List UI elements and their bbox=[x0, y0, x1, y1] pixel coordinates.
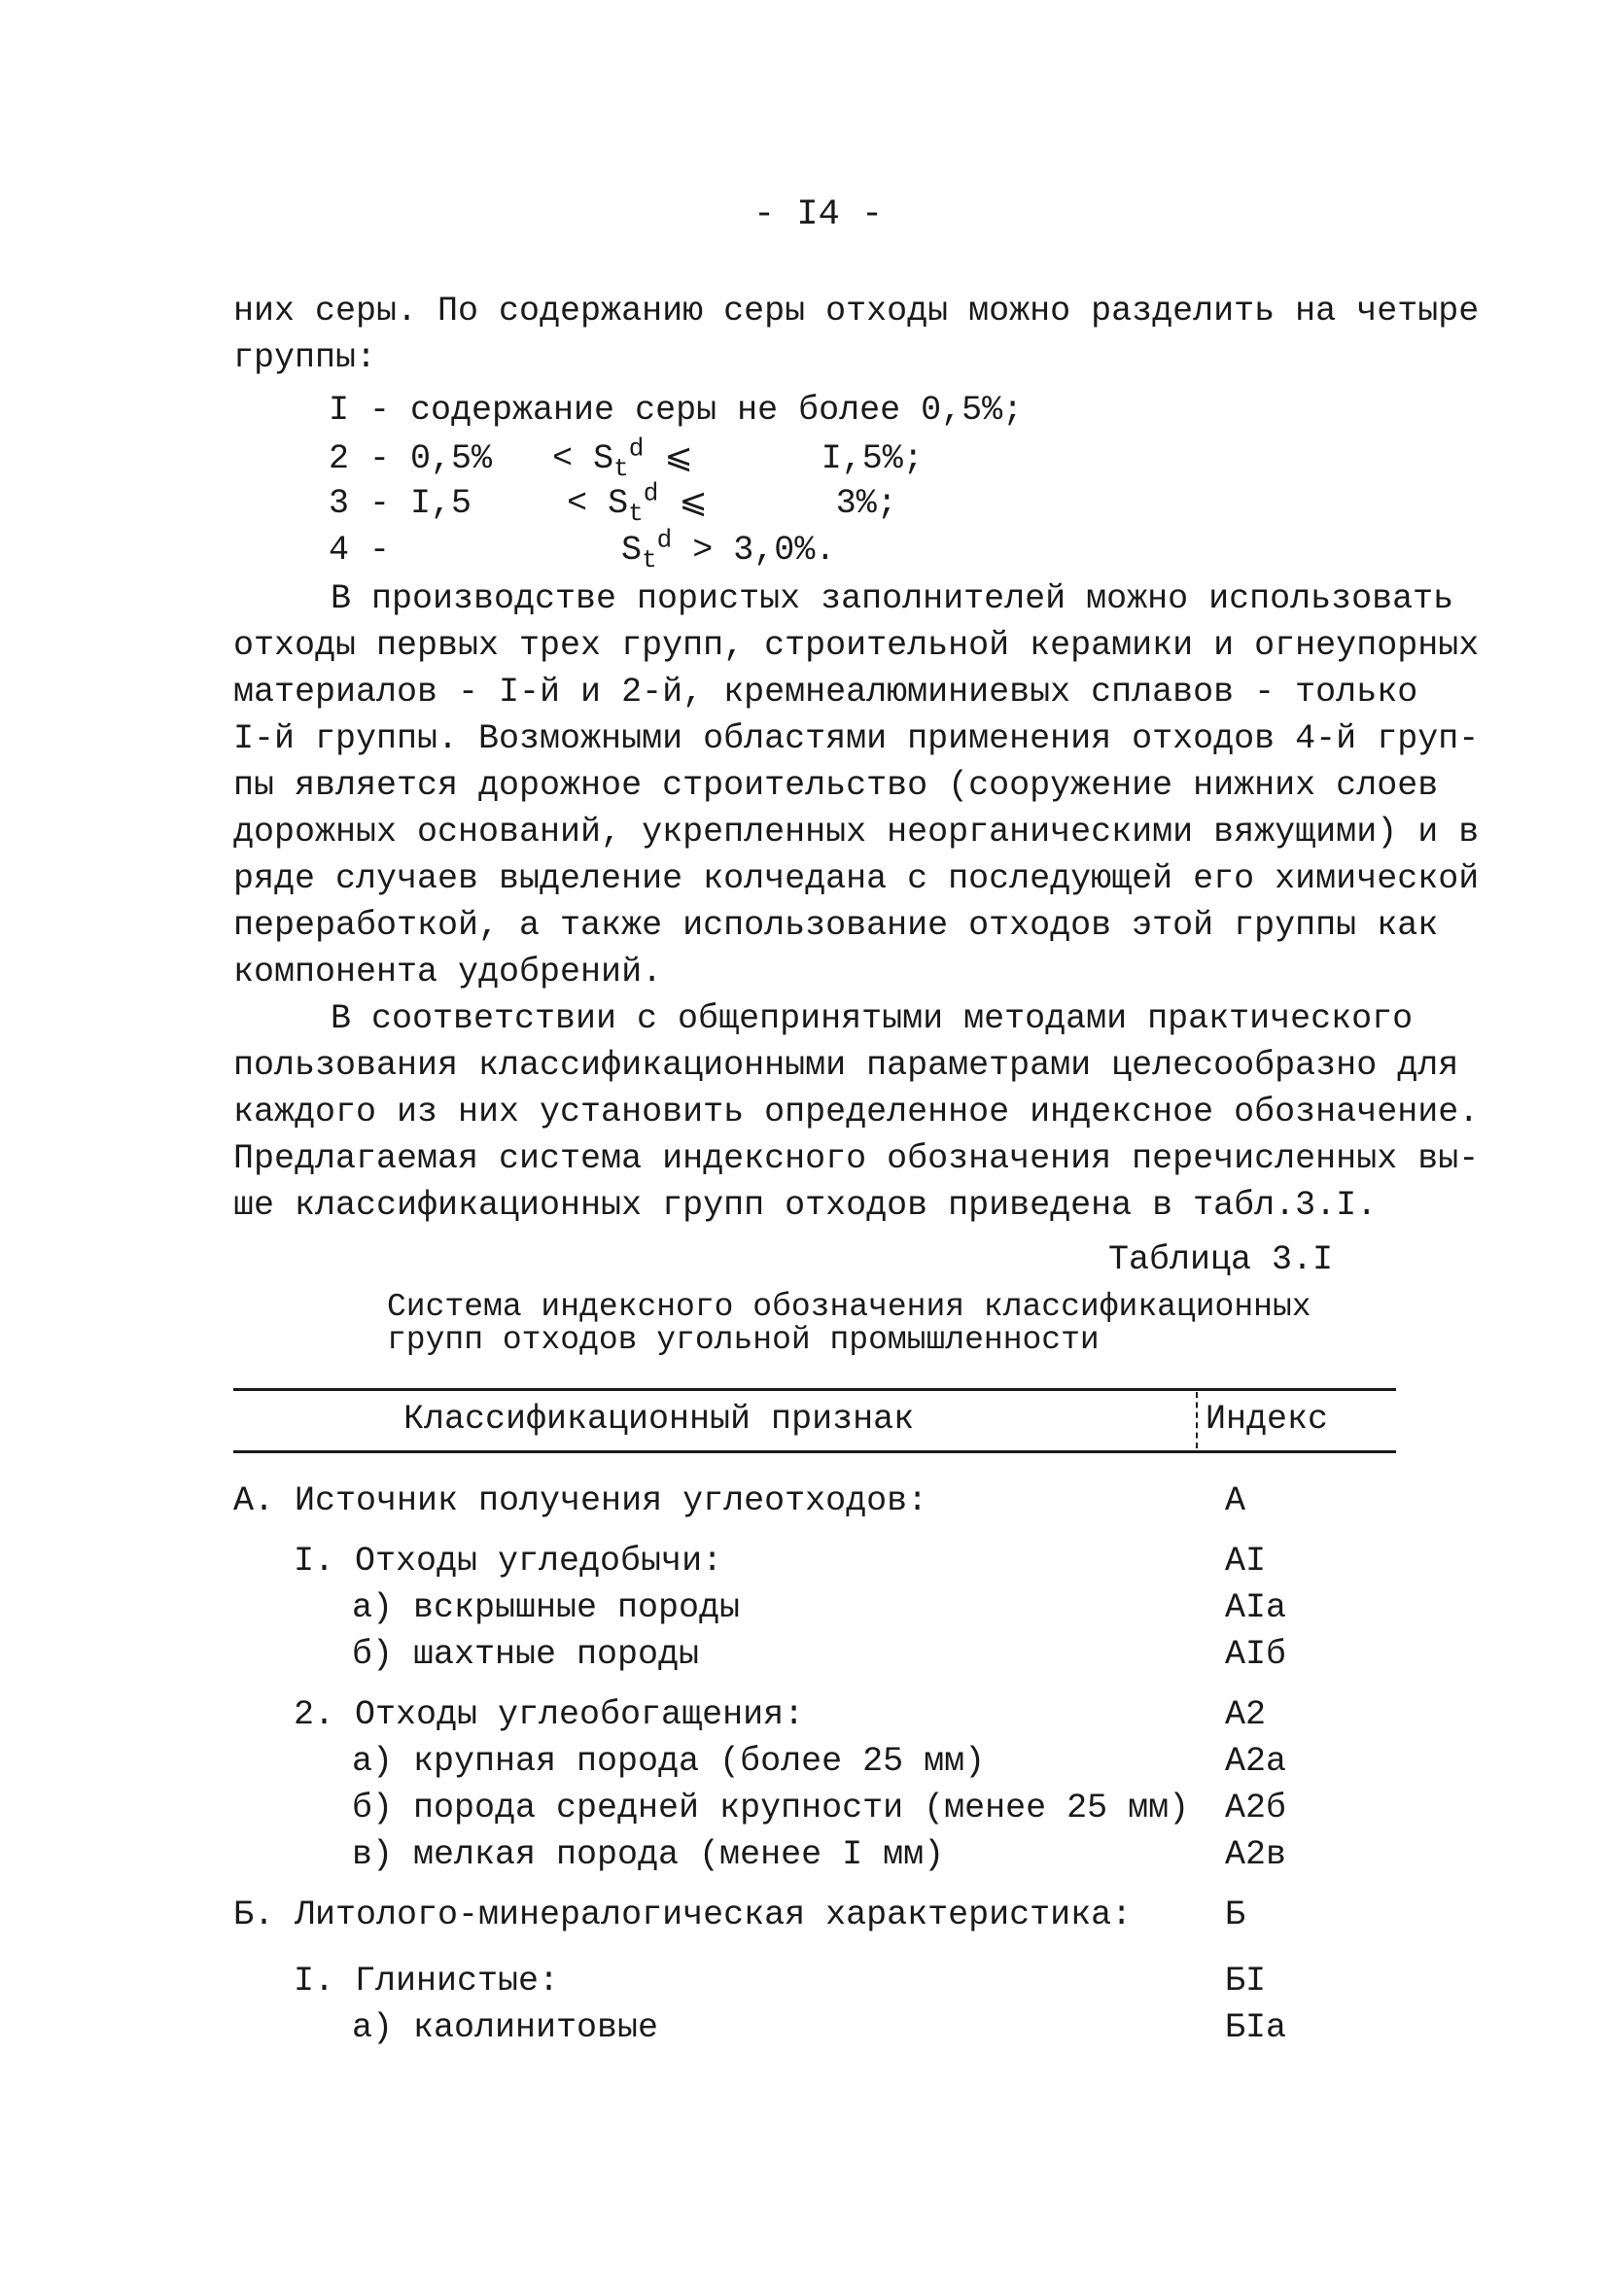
group-text: содержание серы не более 0,5%; bbox=[410, 391, 1024, 430]
paragraph-line: компонента удобрений. bbox=[233, 953, 663, 991]
table-row-text: в) мелкая порода (менее I мм) bbox=[352, 1835, 945, 1874]
sulfur-symbol: S bbox=[593, 439, 614, 478]
paragraph-line: каждого из них установить определенное индексное обозначение. bbox=[233, 1093, 1480, 1131]
paragraph-line: пользования классификационными параметрами целесообразно для bbox=[233, 1046, 1459, 1085]
group-bound-high: 3%; bbox=[835, 484, 897, 523]
table-top-rule bbox=[233, 1388, 1396, 1391]
page-number: - I4 - bbox=[753, 194, 884, 235]
intro-line: них серы. По содержанию серы отходы можно разделить на четыре bbox=[233, 292, 1480, 330]
sulfur-symbol: S bbox=[608, 484, 629, 523]
paragraph-line: дорожных оснований, укрепленных неорганическими вяжущими) и в bbox=[233, 813, 1480, 852]
table-row-text: б) порода средней крупности (менее 25 мм) bbox=[352, 1789, 1190, 1827]
table-header-feature: Классификационный признак bbox=[403, 1400, 915, 1439]
table-row-index: А2а bbox=[1225, 1742, 1287, 1781]
sulfur-superscript: d bbox=[628, 434, 645, 464]
table-caption: Система индексного обозначения классификационных bbox=[387, 1289, 1311, 1325]
group-number: 4 - bbox=[329, 531, 391, 570]
table-row-index: А bbox=[1225, 1481, 1246, 1520]
table-row-text: А. Источник получения углеотходов: bbox=[233, 1481, 928, 1520]
table-row-text: а) крупная порода (более 25 мм) bbox=[352, 1742, 986, 1781]
paragraph-line: I-й группы. Возможными областями применения отходов 4-й груп- bbox=[233, 719, 1480, 758]
group-4 bbox=[329, 525, 836, 574]
less-than-symbol: < bbox=[552, 439, 574, 478]
table-header-rule bbox=[233, 1450, 1396, 1453]
table-row-index: АIа bbox=[1225, 1588, 1287, 1627]
relation-symbol: > 3,0%. bbox=[692, 531, 836, 570]
paragraph-line: Предлагаемая система индексного обозначения перечисленных вы- bbox=[233, 1139, 1480, 1178]
table-header-index: Индекс bbox=[1206, 1400, 1329, 1439]
group-bound-high: I,5%; bbox=[821, 439, 924, 478]
table-row-index: А2в bbox=[1225, 1835, 1287, 1874]
sulfur-subscript: t bbox=[628, 499, 644, 528]
sulfur-subscript: t bbox=[642, 545, 657, 574]
group-number: I - bbox=[329, 391, 391, 430]
paragraph-line: ше классификационных групп отходов приведена в табл.3.I. bbox=[233, 1186, 1378, 1225]
table-row-index: Б bbox=[1225, 1896, 1246, 1934]
table-header-separator bbox=[1196, 1392, 1198, 1448]
sulfur-superscript: d bbox=[643, 478, 659, 508]
table-row-index: БIа bbox=[1225, 2008, 1287, 2047]
less-than-symbol: < bbox=[567, 484, 588, 523]
table-row-text: 2. Отходы углеобогащения: bbox=[294, 1695, 805, 1734]
paragraph-line: В соответствии с общепринятыми методами практического bbox=[331, 999, 1414, 1038]
sulfur-subscript: t bbox=[613, 454, 629, 483]
table-row-index: А2 bbox=[1225, 1695, 1267, 1734]
paragraph-line: переработкой, а также использование отходов этой группы как bbox=[233, 906, 1439, 945]
table-row-text: I. Отходы угледобычи: bbox=[294, 1542, 723, 1581]
paragraph-line: пы является дорожное строительство (сооружение нижних слоев bbox=[233, 766, 1439, 805]
group-number: 3 - bbox=[329, 484, 391, 523]
intro-line: группы: bbox=[233, 338, 377, 377]
group-number: 2 - bbox=[329, 439, 391, 478]
table-row-text: I. Глинистые: bbox=[294, 1962, 560, 2000]
paragraph-line: материалов - I-й и 2-й, кремнеалюминиевых сплавов - только bbox=[233, 673, 1418, 712]
paragraph-line: отходы первых трех групп, строительной керамики и огнеупорных bbox=[233, 626, 1480, 665]
table-row-text: а) вскрышные породы bbox=[352, 1588, 741, 1627]
table-caption: групп отходов угольной промышленности bbox=[387, 1322, 1100, 1358]
table-row-index: БI bbox=[1225, 1962, 1267, 2000]
group-2 bbox=[329, 434, 924, 483]
table-row-text: б) шахтные породы bbox=[352, 1635, 700, 1674]
sulfur-symbol: S bbox=[621, 531, 643, 570]
group-1 bbox=[329, 391, 1023, 430]
table-label: Таблица 3.I bbox=[1108, 1240, 1334, 1279]
group-bound-low: 0,5% bbox=[410, 439, 493, 478]
table-row-index: АI bbox=[1225, 1542, 1267, 1581]
table-row-index: А2б bbox=[1225, 1789, 1287, 1827]
group-3 bbox=[329, 478, 897, 528]
relation-symbol: ⩽ bbox=[679, 484, 708, 523]
relation-symbol: ⩽ bbox=[664, 439, 693, 478]
sulfur-superscript: d bbox=[656, 525, 673, 555]
table-row-text: а) каолинитовые bbox=[352, 2008, 659, 2047]
paragraph-line: В производстве пористых заполнителей можно использовать bbox=[331, 579, 1454, 618]
table-row-text: Б. Литолого-минералогическая характеристика: bbox=[233, 1896, 1133, 1934]
paragraph-line: ряде случаев выделение колчедана с последующей его химической bbox=[233, 859, 1480, 898]
table-row-index: АIб bbox=[1225, 1635, 1287, 1674]
group-bound-low: I,5 bbox=[410, 484, 472, 523]
